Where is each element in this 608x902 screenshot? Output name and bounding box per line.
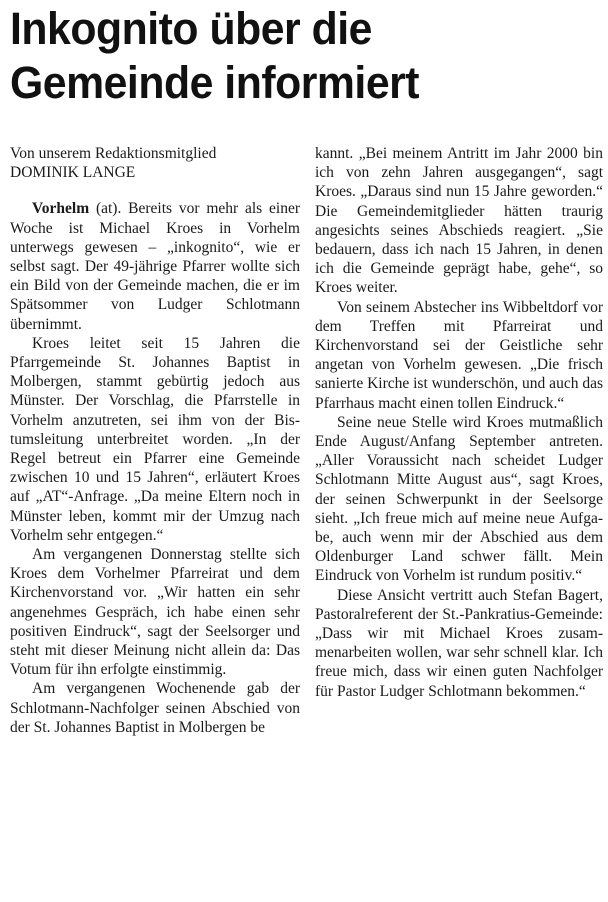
byline-intro: Von unserem Redaktionsmitglied: [10, 145, 217, 162]
paragraph-text: (at). Bereits vor mehr als einer Woche ist Michael Kroes in Vorhelm unterwegs gewesen – „inkognito“, wie er selbst sagt. Der 49-jährige Pfarrer wollte sich ein Bild von der Gemeinde machen, die er im Spätsommer von Ludger Schlotmann übernimmt.: [10, 200, 300, 333]
paragraph: Seine neue Stelle wird Kroes mutmaßlich Ende August/Anfang September antreten. „Aller Voraussicht nach scheidet Ludger Schlotmann Mitte August aus“, sagt Kroes, der seinen Schwerpunkt in der Seelsorge sieht. „Ich freue mich auf meine neue Aufgabe, auch wenn mir der Abschied aus dem Oldenburger Land schwer fällt. Mein Eindruck von Vorhelm ist rundum positiv.“: [315, 413, 603, 585]
paragraph: [10, 199, 300, 333]
column-left: [10, 144, 300, 737]
column-right: [315, 144, 603, 701]
paragraph: Am vergangenen Wochenende gab der Schlotmann-Nachfolger seinen Abschied von der St. Johannes Baptist in Molbergen be: [10, 680, 300, 736]
paragraph: Am vergangenen Donnerstag stellte sich Kroes dem Vorhelmer Pfarreirat und dem Kirchenvorstand vor. „Wir hatten ein sehr angenehmes Gespräch, ich habe einen sehr positiven Eindruck“, sagt der Seelsorger und steht mit dieser Meinung nicht allein da: Das Votum für ihn erfolgte einstimmig.: [10, 546, 300, 679]
paragraph: Diese Ansicht vertritt auch Stefan Bagert, Pastoralreferent der St.-Pankratius-Gemeinde: „Dass wir mit Michael Kroes zusammenarbeiten wollen, war sehr schnell klar. Ich freue mich, dass wir einen guten Nachfolger für Pastor Ludger Schlotmann bekommen.“: [315, 586, 603, 700]
paragraph: Von seinem Abstecher ins Wibbeltdorf vor dem Treffen mit Pfarreirat und Kirchenvorstand sei der Geistliche sehr angetan von Vorhelm gewesen. „Die frisch sanierte Kirche ist wunderschön, und auch das Pfarrhaus macht einen tollen Eindruck.“: [315, 298, 603, 412]
paragraph-continuation: kannt. „Bei meinem Antritt im Jahr 2000 bin ich von zehn Jahren ausgegangen“, sagt Kroes. „Daraus sind nun 15 Jahre geworden.“ Die Gemeindemitglieder hätten traurig angesichts seines Abschieds reagiert. „Sie bedauern, dass ich nach 15 Jahren, in denen ich die Gemeinde geprägt habe, gehe“, so Kroes weiter.: [315, 145, 603, 297]
headline-line-2: Gemeinde informiert: [10, 57, 420, 108]
byline: [10, 144, 300, 182]
headline: [10, 2, 572, 110]
paragraph: Kroes leitet seit 15 Jahren die Pfarrgemeinde St. Johannes Baptist in Molbergen, stammt gebürtig jedoch aus Münster. Der Vorschlag, die Pfarrstelle in Vorhelm anzutreten, sei ihm von der Bistumsleitung unterbreitet worden. „In der Regel betreut ein Pfarrer eine Gemeinde zwischen 10 und 15 Jahren“, erläutert Kroes auf „AT“-Anfrage. „Da meine Eltern noch in Münster leben, kommt mir der Umzug nach Vorhelm sehr entgegen.“: [10, 334, 300, 544]
byline-name: DOMINIK LANGE: [10, 164, 136, 182]
dateline: Vorhelm: [32, 200, 90, 218]
headline-line-1: Inkognito über die: [10, 3, 372, 54]
